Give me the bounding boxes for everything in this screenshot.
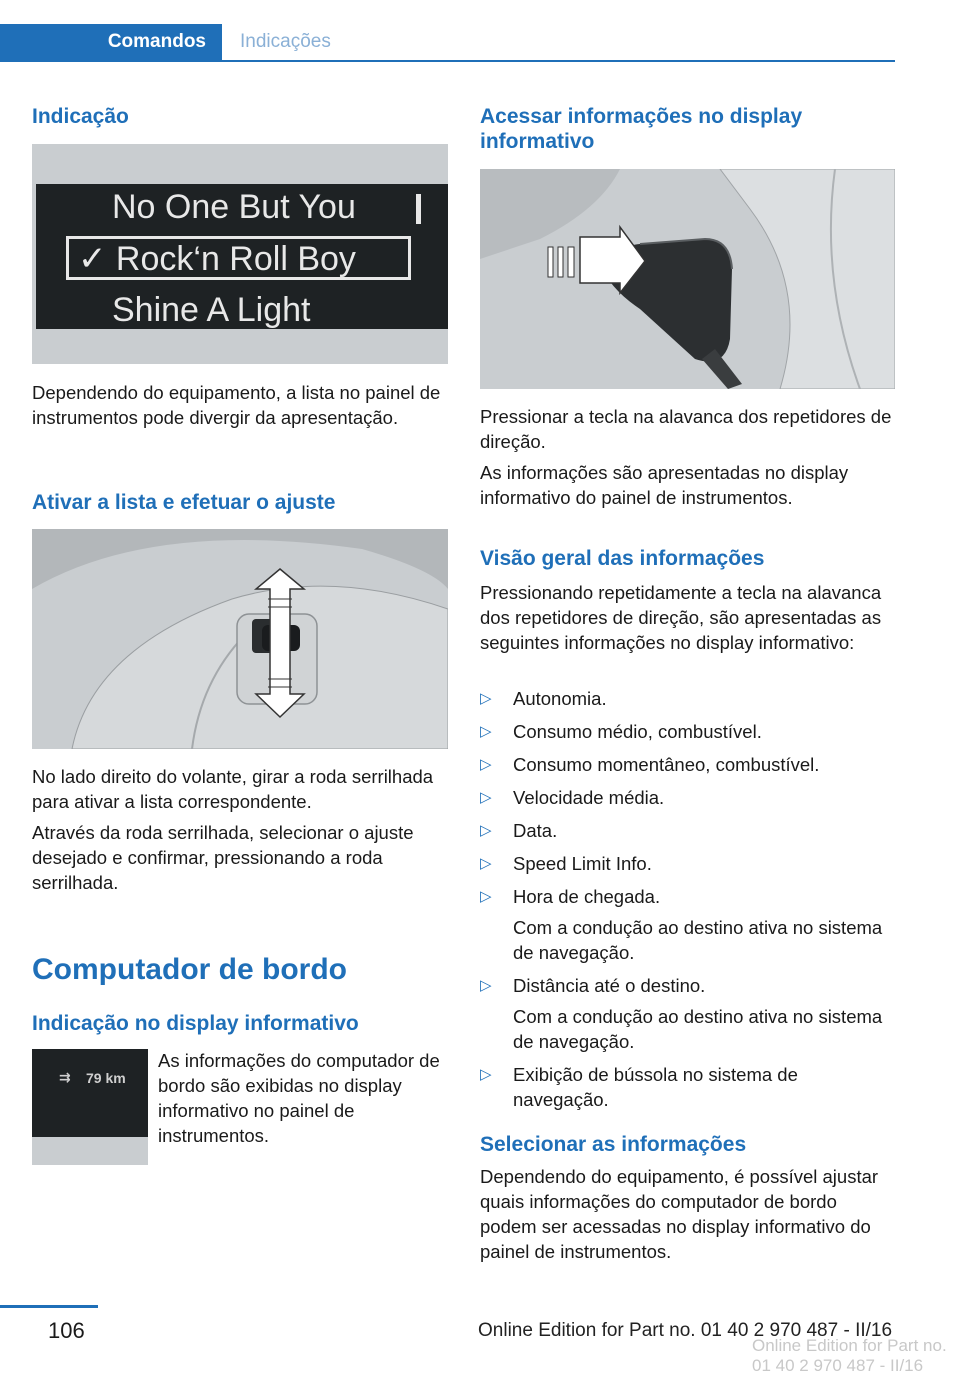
list-item: ▷ Autonomia. bbox=[480, 688, 607, 709]
figure-steering-wheel bbox=[32, 529, 448, 749]
steering-wheel-illustration bbox=[32, 529, 448, 749]
edition-text: Online Edition for Part no. 01 40 2 970 487 - II/16 bbox=[478, 1320, 893, 1341]
figure-display-list bbox=[32, 144, 448, 364]
heading-visao-geral: Visão geral das informações bbox=[480, 547, 765, 570]
display-scrollbar bbox=[416, 194, 421, 224]
text-pressionando: Pressionando repetidamente a tecla na alavanca dos repetidores de direção, são apresentadas as seguintes informações no display informativo: bbox=[480, 582, 882, 653]
triangle-bullet-icon: ▷ bbox=[480, 690, 492, 707]
triangle-bullet-icon: ▷ bbox=[480, 756, 492, 773]
figure-small-display bbox=[32, 1049, 148, 1165]
list-item-note: Com a condução ao destino ativa no sistema de navegação. bbox=[513, 1006, 883, 1052]
heading-indicacao-display: Indicação no display informativo bbox=[32, 1012, 359, 1035]
display-item-3: Shine A Light bbox=[112, 291, 311, 329]
triangle-bullet-icon: ▷ bbox=[480, 977, 492, 994]
list-item: ▷ Consumo médio, combustível. bbox=[480, 721, 762, 742]
triangle-bullet-icon: ▷ bbox=[480, 822, 492, 839]
tab-indicacoes[interactable]: Indicações bbox=[240, 31, 331, 52]
lever-illustration bbox=[480, 169, 895, 389]
triangle-bullet-icon: ▷ bbox=[480, 789, 492, 806]
list-item: ▷ Distância até o destino. Com a condução ao destino ativa no sistema de navegação. bbox=[480, 973, 896, 1054]
heading-acessar: Acessar informações no display informativo bbox=[480, 105, 803, 153]
list-item: ▷ Consumo momentâneo, combustível. bbox=[480, 754, 820, 775]
small-display-panel bbox=[32, 1049, 148, 1137]
info-list bbox=[480, 686, 896, 1120]
text-pressionar: Pressionar a tecla na alavanca dos repetidores de direção. bbox=[480, 406, 892, 452]
text-atraves: Através da roda serrilhada, selecionar o ajuste desejado e confirmar, pressionando a roda serrilhada. bbox=[32, 822, 414, 893]
heading-computador-bordo: Computador de bordo bbox=[32, 953, 347, 986]
triangle-bullet-icon: ▷ bbox=[480, 888, 492, 905]
display-item-2: ✓ Rock‘n Roll Boy bbox=[78, 240, 356, 278]
heading-indicacao: Indicação bbox=[32, 105, 129, 128]
heading-selecionar: Selecionar as informações bbox=[480, 1133, 747, 1156]
text-lado: No lado direito do volante, girar a roda serrilhada para ativar a lista correspondente. bbox=[32, 766, 434, 812]
triangle-bullet-icon: ▷ bbox=[480, 855, 492, 872]
text-apresentadas: As informações são apresentadas no display informativo do painel de instrumentos. bbox=[480, 462, 849, 508]
heading-ativar: Ativar a lista e efetuar o ajuste bbox=[32, 491, 336, 514]
list-item: ▷ Velocidade média. bbox=[480, 787, 665, 808]
list-item: ▷ Hora de chegada. Com a condução ao destino ativa no sistema de navegação. bbox=[480, 884, 896, 965]
text-selecionar: Dependendo do equipamento, é possível ajustar quais informações do computador de bordo podem ser acessadas no display informativo do painel de instrumentos. bbox=[480, 1166, 879, 1262]
header-rule bbox=[0, 60, 895, 62]
page-number: 106 bbox=[48, 1318, 85, 1343]
triangle-bullet-icon: ▷ bbox=[480, 1066, 492, 1083]
text-dependendo: Dependendo do equipamento, a lista no painel de instrumentos pode divergir da apresentação. bbox=[32, 382, 441, 428]
list-item: ▷ Exibição de bússola no sistema de navegação. bbox=[480, 1064, 798, 1110]
range-icon: ⇉ bbox=[59, 1069, 71, 1085]
footer-rule bbox=[0, 1305, 98, 1308]
small-display-value: 79 km bbox=[86, 1070, 126, 1086]
figure-turn-signal-lever bbox=[480, 169, 895, 389]
watermark-text: Online Edition for Part no. 01 40 2 970 487 - II/16 bbox=[752, 1336, 947, 1375]
triangle-bullet-icon: ▷ bbox=[480, 723, 492, 740]
tab-comandos[interactable]: Comandos bbox=[0, 24, 222, 60]
list-item: ▷ Speed Limit Info. bbox=[480, 853, 652, 874]
display-item-1: No One But You bbox=[112, 188, 356, 226]
list-item: ▷ Data. bbox=[480, 820, 558, 841]
header-tabs bbox=[0, 24, 895, 62]
text-informacoes-computador: As informações do computador de bordo são exibidas no display informativo no painel de instrumentos. bbox=[158, 1050, 440, 1146]
list-item-note: Com a condução ao destino ativa no sistema de navegação. bbox=[513, 917, 883, 963]
